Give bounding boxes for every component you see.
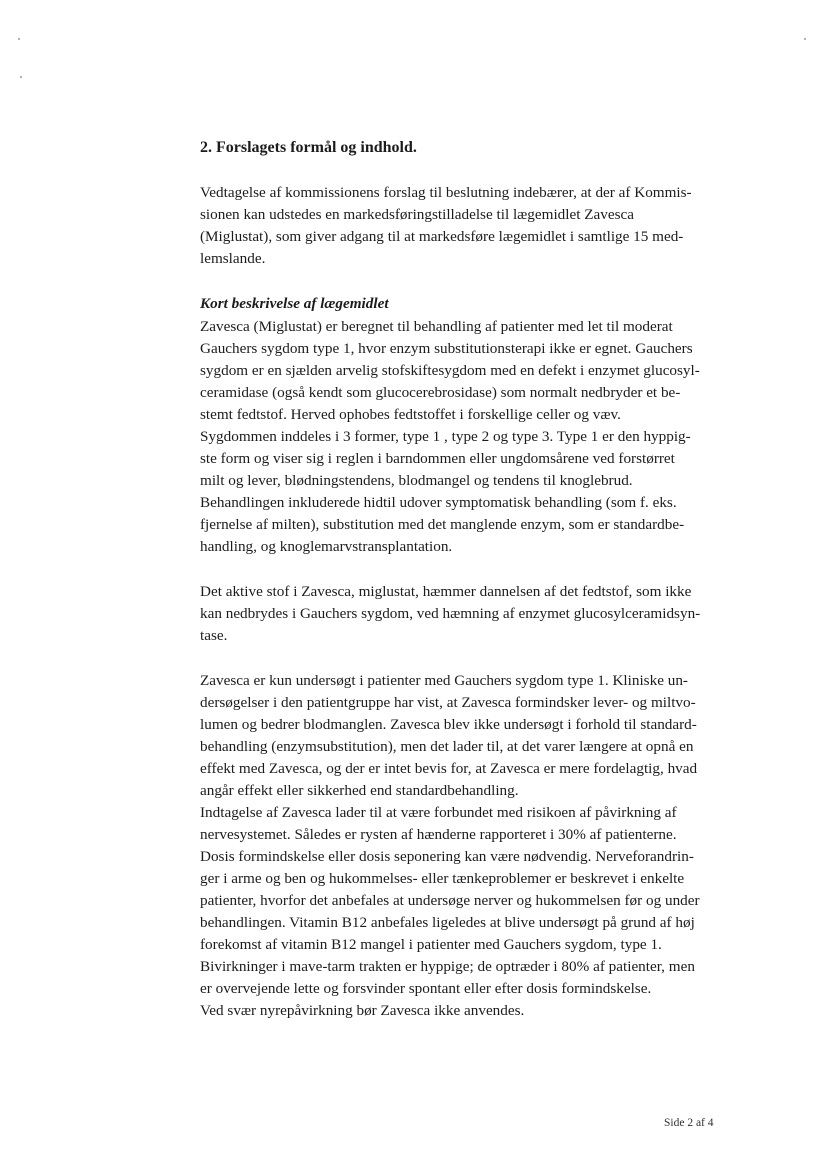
text-line: forekomst af vitamin B12 mangel i patienter med Gauchers sygdom, type 1. bbox=[200, 936, 662, 953]
text-line: lumen og bedrer blodmanglen. Zavesca blev ikke undersøgt i forhold til standard- bbox=[200, 716, 697, 733]
text-line: behandlingen. Vitamin B12 anbefales ligeledes at blive undersøgt på grund af høj bbox=[200, 914, 695, 931]
text-line: tase. bbox=[200, 627, 228, 644]
text-line: Vedtagelse af kommissionens forslag til beslutning indebærer, at der af Kommis- bbox=[200, 184, 692, 201]
text-line: Zavesca er kun undersøgt i patienter med Gauchers sygdom type 1. Kliniske un- bbox=[200, 672, 688, 689]
text-line: Bivirkninger i mave-tarm trakten er hyppige; de optræder i 80% af patienter, men bbox=[200, 958, 695, 975]
scan-speck bbox=[18, 38, 20, 40]
text-line: Det aktive stof i Zavesca, miglustat, hæmmer dannelsen af det fedtstof, som ikke bbox=[200, 583, 692, 600]
text-line: stemt fedtstof. Herved ophobes fedtstoffet i forskellige celler og væv. bbox=[200, 406, 621, 423]
text-line: patienter, hvorfor det anbefales at undersøge nerver og hukommelsen før og under bbox=[200, 892, 700, 909]
text-line: fjernelse af milten), substitution med det manglende enzym, som er standardbe- bbox=[200, 516, 685, 533]
text-line: ger i arme og ben og hukommelses- eller tænkeproblemer er beskrevet i enkelte bbox=[200, 870, 685, 887]
text-line: angår effekt eller sikkerhed end standardbehandling. bbox=[200, 782, 519, 799]
text-line: Zavesca (Miglustat) er beregnet til behandling af patienter med let til moderat bbox=[200, 318, 673, 335]
text-line: kan nedbrydes i Gauchers sygdom, ved hæmning af enzymet glucosylceramidsyn- bbox=[200, 605, 701, 622]
text-line: milt og lever, blødningstendens, blodmangel og tendens til knoglebrud. bbox=[200, 472, 633, 489]
text-line: nervesystemet. Således er rysten af hænderne rapporteret i 30% af patienterne. bbox=[200, 826, 677, 843]
text-line: effekt med Zavesca, og der er intet bevis for, at Zavesca er mere fordelagtig, hvad bbox=[200, 760, 698, 777]
text-line: sygdom er en sjælden arvelig stofskiftesygdom med en defekt i enzymet glucosyl- bbox=[200, 362, 700, 379]
section-heading: 2. Forslagets formål og indhold. bbox=[200, 139, 417, 156]
text-line: (Miglustat), som giver adgang til at markedsføre lægemidlet i samtlige 15 med- bbox=[200, 228, 684, 245]
text-line: ste form og viser sig i reglen i barndommen eller ungdomsårene ved forstørret bbox=[200, 450, 675, 467]
subheading: Kort beskrivelse af lægemidlet bbox=[200, 295, 389, 312]
text-line: Behandlingen inkluderede hidtil udover symptomatisk behandling (som f. eks. bbox=[200, 494, 677, 511]
text-line: sionen kan udstedes en markedsføringstilladelse til lægemidlet Zavesca bbox=[200, 206, 634, 223]
scan-speck bbox=[804, 38, 806, 40]
text-line: behandling (enzymsubstitution), men det lader til, at det varer længere at opnå en bbox=[200, 738, 694, 755]
text-line: lemslande. bbox=[200, 250, 266, 267]
text-line: Indtagelse af Zavesca lader til at være forbundet med risikoen af påvirkning af bbox=[200, 804, 677, 821]
text-line: ceramidase (også kendt som glucocerebrosidase) som normalt nedbryder et be- bbox=[200, 384, 681, 401]
page-number: Side 2 af 4 bbox=[664, 1117, 714, 1129]
text-line: Sygdommen inddeles i 3 former, type 1 , type 2 og type 3. Type 1 er den hyppig- bbox=[200, 428, 691, 445]
scan-speck bbox=[20, 76, 22, 78]
text-line: Ved svær nyrepåvirkning bør Zavesca ikke anvendes. bbox=[200, 1002, 525, 1019]
text-line: er overvejende lette og forsvinder spontant eller efter dosis formindskelse. bbox=[200, 980, 652, 997]
text-line: dersøgelser i den patientgruppe har vist, at Zavesca formindsker lever- og miltvo- bbox=[200, 694, 696, 711]
text-line: Gauchers sygdom type 1, hvor enzym substitutionsterapi ikke er egnet. Gauchers bbox=[200, 340, 693, 357]
text-line: Dosis formindskelse eller dosis seponering kan være nødvendig. Nerveforandrin- bbox=[200, 848, 694, 865]
text-line: handling, og knoglemarvstransplantation. bbox=[200, 538, 453, 555]
